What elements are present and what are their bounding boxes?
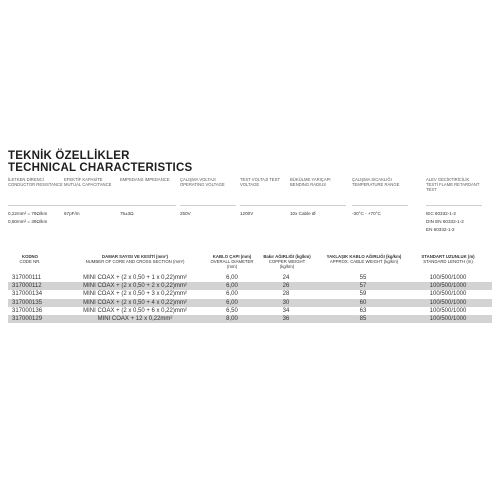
title-turkish: TEKNİK ÖZELLİKLER xyxy=(8,150,130,162)
cell-len: 100/500/1000 xyxy=(429,283,467,290)
header-weight-sub: APPROX. CABLE WEIGHT (kg/km) xyxy=(329,259,399,264)
cell-wt: 59 xyxy=(359,291,367,298)
header-length-sub: STANDARD LENGTH (m) xyxy=(423,259,473,264)
header-code-main: KODNO xyxy=(22,254,38,259)
header-diameter-sub: OVERALL DIAMETER (mm) xyxy=(210,259,254,269)
spec-value: DIN EN 60332-1-2 xyxy=(426,219,464,224)
spec-value: 67pF/m xyxy=(64,211,80,216)
spec-heading: ÇALIŞMA VOLTAJI OPERATING VOLTAGE xyxy=(180,177,225,187)
spec-divider xyxy=(426,205,482,206)
cell-cu: 34 xyxy=(282,307,290,314)
header-code xyxy=(8,254,52,264)
title-english: TECHNICAL CHARACTERISTICS xyxy=(8,162,193,174)
cell-wt: 55 xyxy=(359,275,367,281)
cell-len: 100/500/1000 xyxy=(429,275,467,281)
spec-divider xyxy=(180,205,236,206)
header-desc-main: DAMAR SAYISI VE KESİTİ (mm²) xyxy=(102,254,168,259)
cell-wt: 63 xyxy=(359,307,367,314)
spec-grid xyxy=(8,177,492,249)
header-length-main: STANDART UZUNLUK (m) xyxy=(421,254,475,259)
cell-len: 100/500/1000 xyxy=(429,291,467,298)
cell-len: 100/500/1000 xyxy=(429,315,467,322)
spec-value: -30°C - +70°C xyxy=(352,211,381,216)
cell-desc: MINI COAX + (2 x 0,50 + 2 x 0,22)mm² xyxy=(83,283,187,290)
table-row xyxy=(8,290,492,298)
table-row xyxy=(8,282,492,290)
table-header xyxy=(8,254,492,274)
cell-len: 100/500/1000 xyxy=(429,299,467,306)
table-body xyxy=(8,274,492,323)
cell-desc: MINI COAX + 12 x 0,22mm² xyxy=(97,315,173,322)
cell-cu: 26 xyxy=(282,283,290,290)
header-copper-main: Bakır AĞIRLIĞI (kg/km) xyxy=(263,254,311,259)
header-code-sub: CODE NR. xyxy=(19,259,41,264)
spec-value: 75±3Ω xyxy=(120,211,134,216)
cell-cu: 24 xyxy=(282,275,290,281)
product-table xyxy=(8,254,492,323)
cell-desc: MINI COAX + (2 x 0,50 + 6 x 0,22)mm² xyxy=(83,307,187,314)
spec-value: EN 60332-1-2 xyxy=(426,227,455,232)
spec-value: 10x Cable Ø xyxy=(290,211,316,216)
header-copper-sub: COPPER WEIGHT (kg/km) xyxy=(268,259,306,269)
header-desc-sub: NUMBER OF CORE AND CROSS SECTION (mm²) xyxy=(85,259,185,264)
spec-value: 0,50mm² = 39Ω/km xyxy=(8,219,48,224)
spec-heading: İLETKEN DİRENCİ CONDUCTOR RESISTANCE xyxy=(8,177,63,187)
spec-heading: EMPEDANS IMPEDANCE xyxy=(120,177,170,182)
cell-code: 317000129 xyxy=(12,315,43,322)
table-row xyxy=(8,299,492,307)
spec-divider xyxy=(64,205,120,206)
spec-column xyxy=(426,177,482,234)
spec-column xyxy=(290,177,346,218)
spec-divider xyxy=(120,205,176,206)
header-diameter xyxy=(208,254,256,269)
header-copper xyxy=(262,254,312,269)
spec-column xyxy=(240,177,296,218)
cell-cu: 30 xyxy=(282,299,290,306)
spec-heading: ÇALIŞMA SICAKLIĞI TEMPERATURE RANGE xyxy=(352,177,400,187)
cell-code: 317000111 xyxy=(12,275,42,281)
cell-desc: MINI COAX + (2 x 0,50 + 1 x 0,22)mm² xyxy=(83,275,187,281)
spec-heading: BÜKÜLME YARIÇAPI BENDING RADIUS xyxy=(290,177,331,187)
cell-dia: 6,00 xyxy=(226,299,238,306)
table-row xyxy=(8,307,492,315)
spec-value: 0,22mm² = 79Ω/km xyxy=(8,211,48,216)
cell-code: 317000135 xyxy=(12,299,43,306)
spec-heading: TEST VOLTAJI TEST VOLTAGE xyxy=(240,177,280,187)
table-row xyxy=(8,315,492,323)
cell-dia: 6,00 xyxy=(226,283,238,290)
cell-desc: MINI COAX + (2 x 0,50 + 3 x 0,22)mm² xyxy=(83,291,187,298)
spec-heading: ALEV GECİKTİRİCİLİK TESTİ FLAME RETARDANT TEST xyxy=(426,177,480,192)
cell-cu: 28 xyxy=(282,291,290,298)
header-length xyxy=(408,254,488,264)
spec-column xyxy=(120,177,176,218)
cell-dia: 6,00 xyxy=(226,291,238,298)
cell-wt: 57 xyxy=(359,283,367,290)
spec-value: 1200V xyxy=(240,211,254,216)
spec-column xyxy=(352,177,408,218)
cell-code: 317000134 xyxy=(12,291,43,298)
cell-code: 317000112 xyxy=(12,283,42,290)
cell-wt: 60 xyxy=(359,299,367,306)
cell-dia: 8,00 xyxy=(226,315,238,322)
header-weight xyxy=(326,254,402,264)
spec-divider xyxy=(240,205,296,206)
cell-dia: 6,00 xyxy=(226,275,238,281)
header-diameter-main: KABLO ÇAPI (mm) xyxy=(212,254,252,259)
spec-divider xyxy=(290,205,346,206)
cell-cu: 36 xyxy=(282,315,290,322)
spec-heading: EFEKTİF KAPASİTE MUTUAL CAPACITANCE xyxy=(64,177,112,187)
cell-dia: 6,50 xyxy=(226,307,238,314)
cell-len: 100/500/1000 xyxy=(429,307,467,314)
spec-divider xyxy=(8,205,64,206)
spec-column xyxy=(8,177,64,226)
cell-wt: 85 xyxy=(359,315,367,322)
cell-desc: MINI COAX + (2 x 0,50 + 4 x 0,22)mm² xyxy=(83,299,187,306)
header-desc xyxy=(60,254,210,264)
table-row xyxy=(8,274,492,282)
spec-divider xyxy=(352,205,408,206)
spec-value: 250V xyxy=(180,211,191,216)
spec-column xyxy=(180,177,236,218)
header-weight-main: YAKLAŞIK KABLO AĞIRLIĞI (kg/km) xyxy=(326,254,402,259)
spec-column xyxy=(64,177,120,218)
spec-value: IEC 60332-1-2 xyxy=(426,211,456,216)
cell-code: 317000136 xyxy=(12,307,43,314)
